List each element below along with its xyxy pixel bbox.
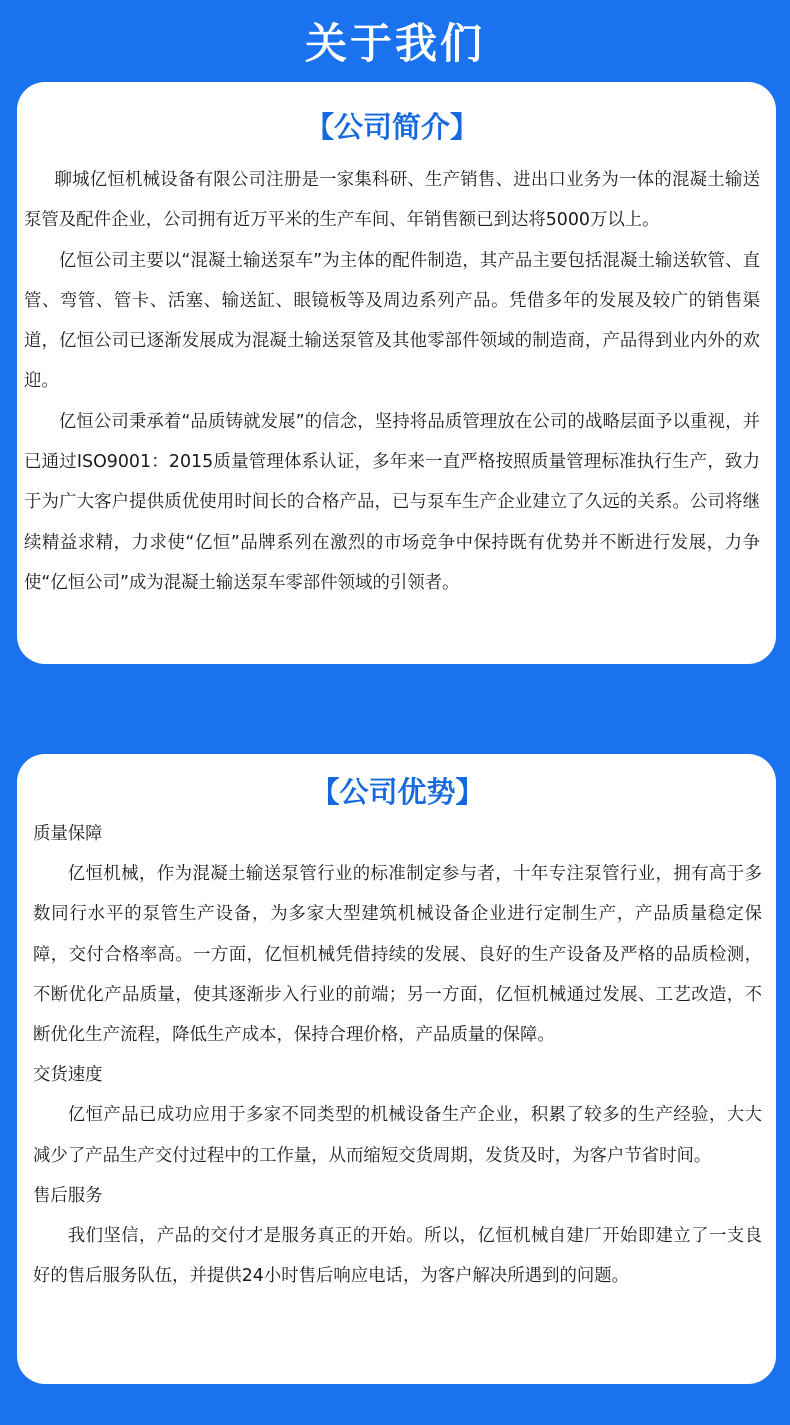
- after-sales-service-text: 我们坚信，产品的交付才是服务真正的开始。所以，亿恒机械自建厂开始即建立了一支良好的售后服务队伍，并提供24小时售后响应电话，为客户解决所遇到的问题。: [33, 1226, 762, 1287]
- intro-paragraph-1: 聊城亿恒机械设备有限公司注册是一家集科研、生产销售、进出口业务为一体的混凝土输送泵管及配件企业，公司拥有近万平米的生产车间、年销售额已到达将5000万以上。: [24, 170, 760, 231]
- company-intro-heading: 【公司简介】: [304, 110, 479, 144]
- quality-assurance-title: 质量保障: [33, 824, 103, 844]
- delivery-speed-text: 亿恒产品已成功应用于多家不同类型的机械设备生产企业，积累了较多的生产经验，大大减少了产品生产交付过程中的工作量，从而缩短交货周期，发货及时，为客户节省时间。: [33, 1105, 762, 1166]
- after-sales-service-title: 售后服务: [33, 1185, 103, 1206]
- intro-paragraph-3: 亿恒公司秉承着“品质铸就发展”的信念，坚持将品质管理放在公司的战略层面予以重视，并已通过ISO9001：2015质量管理体系认证，多年来一直严格按照质量管理标准执行生产，致力于为广大客户提供质优使用时间长的合格产品，已与泵车生产企业建立了久远的关系。公司将继续精益求精，力求使“亿恒”品牌系列在激烈的市场竞争中保持既有优势并不断进行发展，力争使“亿恒公司”成为混凝土输送泵车零部件领域的引领者。: [24, 411, 760, 593]
- company-advantages-card: [17, 754, 776, 1384]
- page-title: 关于我们: [304, 19, 485, 68]
- quality-assurance-text: 亿恒机械，作为混凝土输送泵管行业的标准制定参与者，十年专注泵管行业，拥有高于多数同行水平的泵管生产设备，为多家大型建筑机械设备企业进行定制生产，产品质量稳定保障，交付合格率高。一方面，亿恒机械凭借持续的发展、良好的生产设备及严格的品质检测，不断优化产品质量，使其逐渐步入行业的前端；另一方面，亿恒机械通过发展、工艺改造，不断优化生产流程，降低生产成本，保持合理价格，产品质量的保障。: [33, 864, 762, 1046]
- intro-paragraph-2: 亿恒公司主要以“混凝土输送泵车”为主体的配件制造，其产品主要包括混凝土输送软管、直管、弯管、管卡、活塞、输送缸、眼镜板等及周边系列产品。凭借多年的发展及较广的销售渠道，亿恒公司已逐渐发展成为混凝土输送泵管及其他零部件领域的制造商，产品得到业内外的欢迎。: [24, 250, 760, 392]
- company-advantages-heading: 【公司优势】: [310, 775, 485, 809]
- delivery-speed-title: 交货速度: [33, 1065, 103, 1086]
- company-intro-card: [17, 82, 776, 664]
